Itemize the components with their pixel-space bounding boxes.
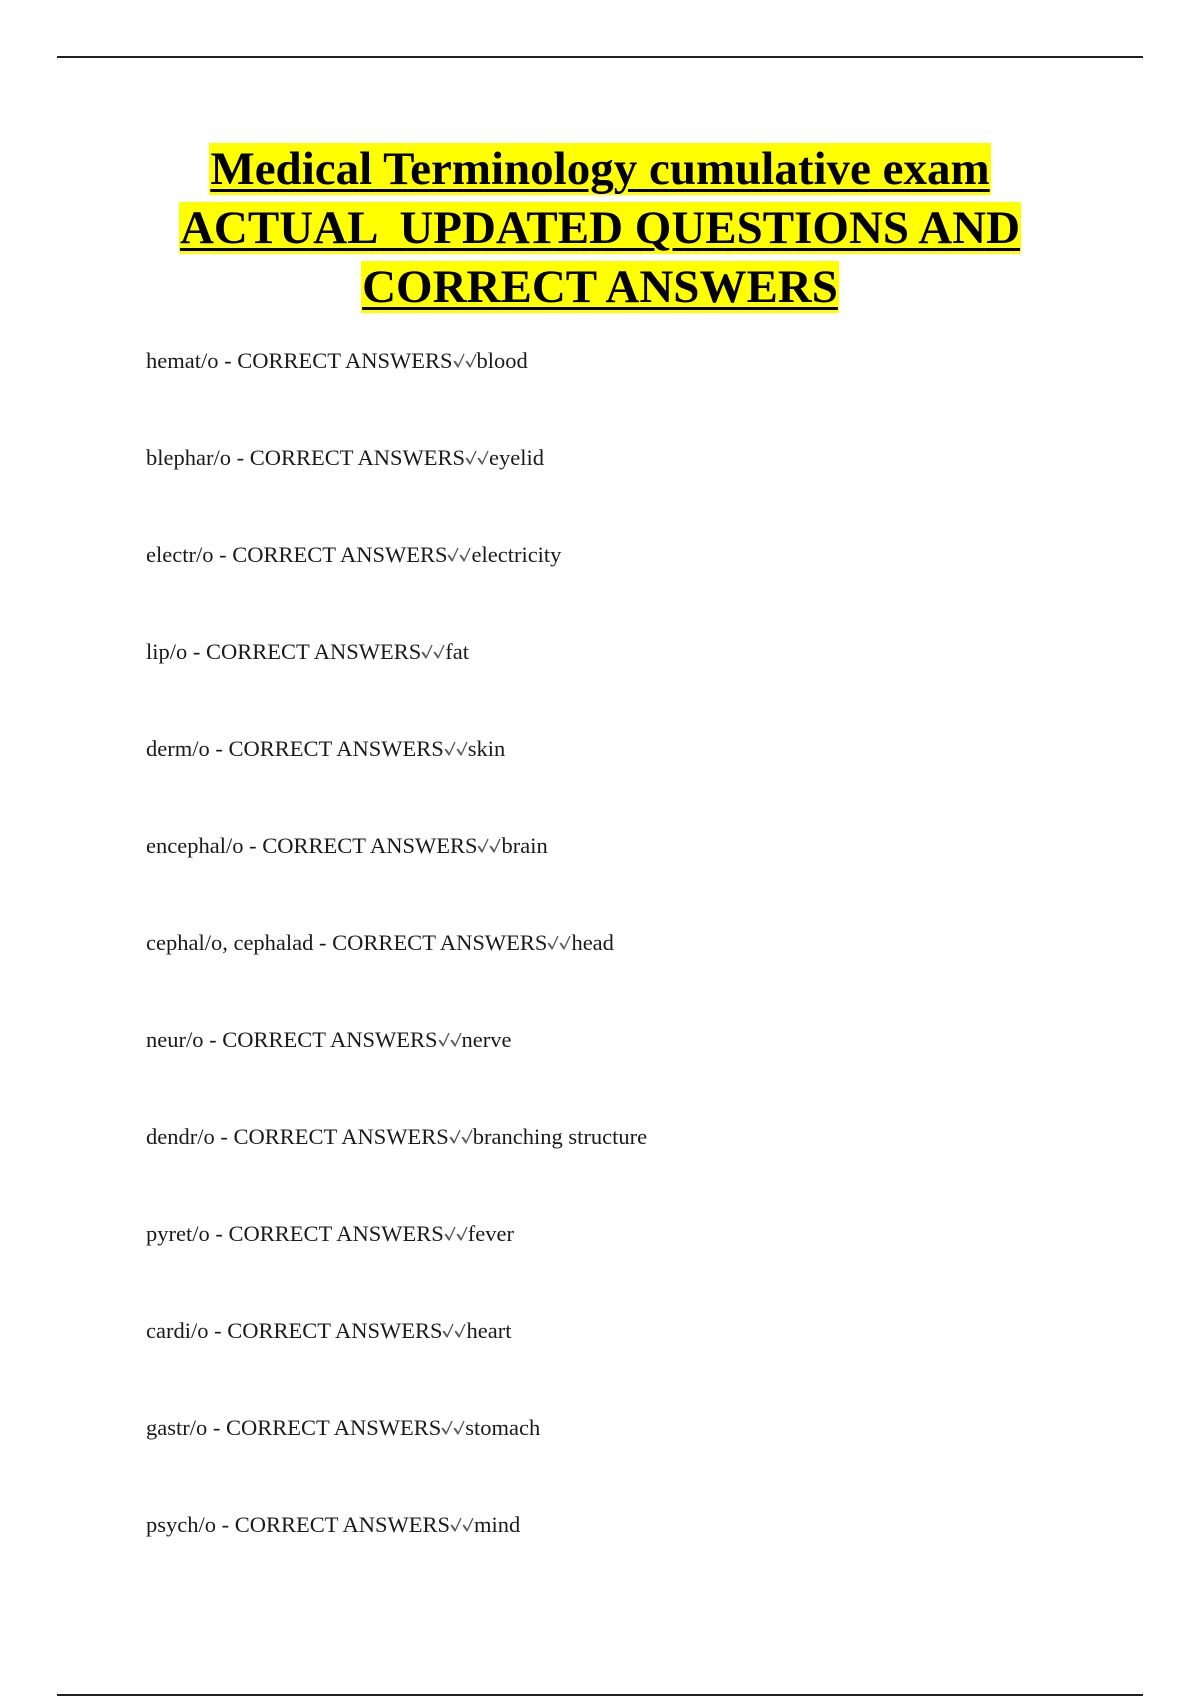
- double-check-icon: [444, 1225, 468, 1243]
- qa-item: [146, 1501, 647, 1549]
- correct-answers-label: CORRECT ANSWERS: [228, 1221, 444, 1246]
- answer-text: electricity: [471, 542, 562, 567]
- answer-text: fat: [445, 639, 470, 664]
- qa-list: [146, 337, 647, 1598]
- title-line: ACTUAL UPDATED QUESTIONS AND: [179, 202, 1021, 254]
- qa-item: [146, 919, 647, 967]
- separator-text: -: [208, 1318, 228, 1343]
- separator-text: -: [209, 1221, 229, 1246]
- separator-text: -: [207, 1415, 226, 1440]
- answer-text: heart: [466, 1318, 512, 1343]
- title-line: Medical Terminology cumulative exam: [210, 143, 990, 195]
- title-line: CORRECT ANSWERS: [362, 261, 838, 313]
- answer-text: brain: [501, 833, 548, 858]
- term-text: blephar/o: [146, 445, 231, 470]
- correct-answers-label: CORRECT ANSWERS: [222, 1027, 438, 1052]
- term-text: derm/o: [146, 736, 210, 761]
- correct-answers-label: CORRECT ANSWERS: [232, 542, 448, 567]
- term-text: pyret/o: [146, 1221, 210, 1246]
- qa-item: [146, 337, 647, 385]
- correct-answers-label: CORRECT ANSWERS: [237, 348, 453, 373]
- double-check-icon: [449, 1128, 473, 1146]
- answer-text: mind: [474, 1512, 521, 1537]
- double-check-icon: [453, 352, 477, 370]
- qa-item: [146, 725, 647, 773]
- correct-answers-label: CORRECT ANSWERS: [262, 833, 478, 858]
- double-check-icon: [441, 1419, 465, 1437]
- answer-text: blood: [476, 348, 528, 373]
- correct-answers-label: CORRECT ANSWERS: [228, 736, 444, 761]
- correct-answers-label: CORRECT ANSWERS: [249, 445, 465, 470]
- qa-item: [146, 628, 647, 676]
- separator-text: -: [203, 1027, 223, 1052]
- double-check-icon: [465, 449, 489, 467]
- term-text: encephal/o: [146, 833, 244, 858]
- separator-text: -: [214, 1124, 234, 1149]
- separator-text: -: [209, 736, 229, 761]
- term-text: electr/o: [146, 542, 214, 567]
- double-check-icon: [547, 934, 571, 952]
- double-check-icon: [421, 643, 445, 661]
- qa-item: [146, 822, 647, 870]
- separator-text: -: [230, 445, 250, 470]
- term-text: lip/o: [146, 639, 188, 664]
- document-title: [0, 140, 1200, 317]
- qa-item: [146, 531, 647, 579]
- term-text: cardi/o: [146, 1318, 209, 1343]
- double-check-icon: [444, 740, 468, 758]
- header-rule: [57, 56, 1143, 58]
- term-text: cephal/o, cephalad: [146, 930, 314, 955]
- qa-item: [146, 1016, 647, 1064]
- answer-text: skin: [467, 736, 506, 761]
- term-text: dendr/o: [146, 1124, 215, 1149]
- term-text: gastr/o: [146, 1415, 208, 1440]
- correct-answers-label: CORRECT ANSWERS: [234, 1512, 451, 1537]
- term-text: psych/o: [146, 1512, 216, 1537]
- separator-text: -: [313, 930, 333, 955]
- separator-text: -: [218, 348, 238, 373]
- separator-text: -: [213, 542, 233, 567]
- correct-answers-label: CORRECT ANSWERS: [227, 1318, 443, 1343]
- qa-item: [146, 1307, 647, 1355]
- qa-item: [146, 434, 647, 482]
- answer-text: fever: [467, 1221, 514, 1246]
- answer-text: branching structure: [472, 1124, 648, 1149]
- double-check-icon: [450, 1516, 474, 1534]
- separator-text: -: [187, 639, 207, 664]
- separator-text: -: [216, 1512, 235, 1537]
- double-check-icon: [438, 1031, 462, 1049]
- footer-rule: [57, 1694, 1143, 1696]
- term-text: hemat/o: [146, 348, 219, 373]
- qa-item: [146, 1113, 647, 1161]
- double-check-icon: [442, 1322, 466, 1340]
- double-check-icon: [447, 546, 471, 564]
- correct-answers-label: CORRECT ANSWERS: [233, 1124, 449, 1149]
- answer-text: stomach: [465, 1415, 541, 1440]
- correct-answers-label: CORRECT ANSWERS: [206, 639, 422, 664]
- answer-text: nerve: [461, 1027, 512, 1052]
- double-check-icon: [477, 837, 501, 855]
- correct-answers-label: CORRECT ANSWERS: [332, 930, 548, 955]
- separator-text: -: [243, 833, 263, 858]
- answer-text: eyelid: [488, 445, 544, 470]
- term-text: neur/o: [146, 1027, 204, 1052]
- qa-item: [146, 1404, 647, 1452]
- correct-answers-label: CORRECT ANSWERS: [226, 1415, 442, 1440]
- qa-item: [146, 1210, 647, 1258]
- answer-text: head: [571, 930, 614, 955]
